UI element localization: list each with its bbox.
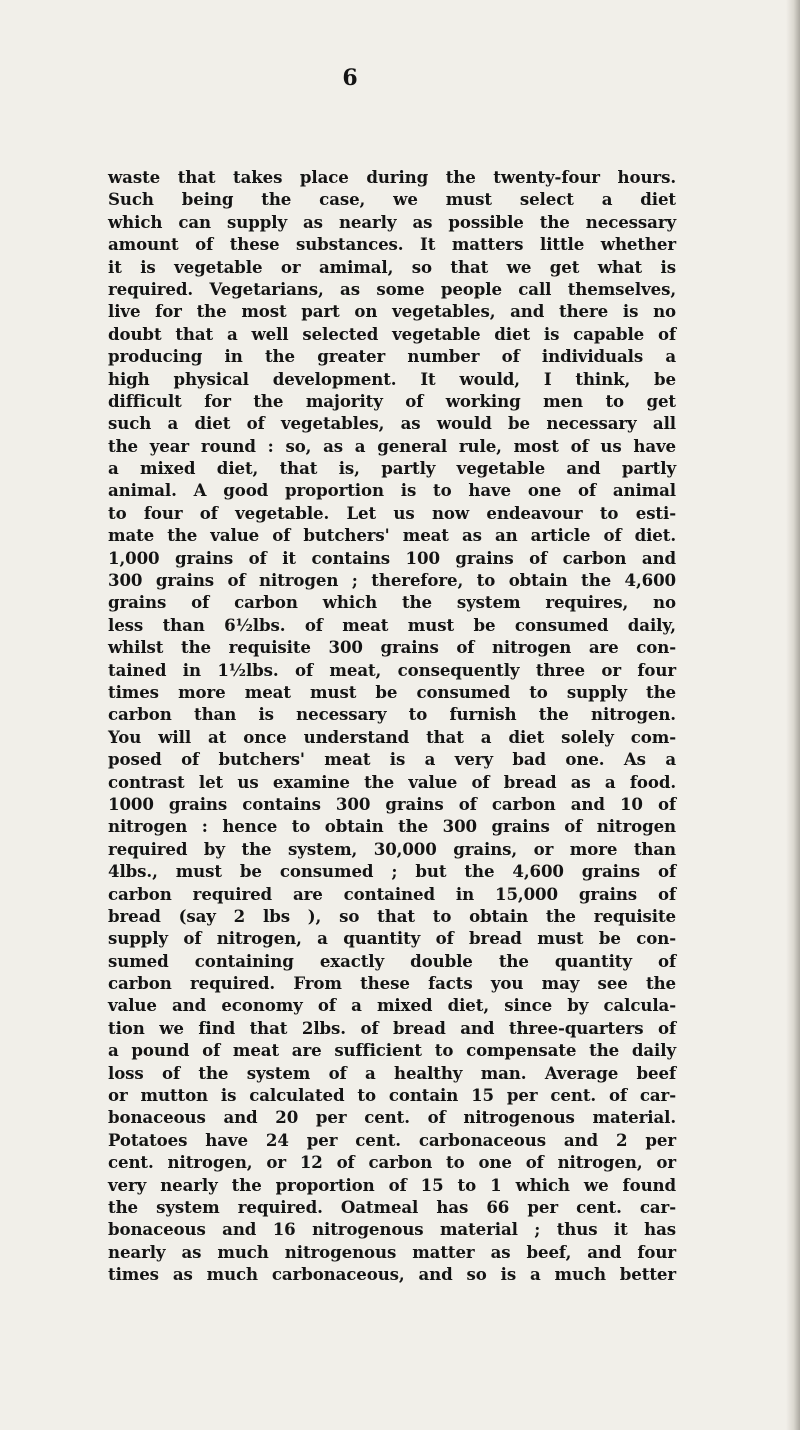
text-line: bonaceous and 16 nitrogenous material ; thus it has	[108, 1219, 676, 1240]
text-line: mate the value of butchers' meat as an article of diet.	[108, 525, 676, 546]
text-line: required. Vegetarians, as some people call themselves,	[108, 278, 676, 299]
text-line: times more meat must be consumed to supply the	[108, 681, 676, 702]
text-line: 1000 grains contains 300 grains of carbon and 10 of	[108, 793, 676, 814]
text-line: You will at once understand that a diet solely com-	[108, 726, 676, 747]
text-line: nearly as much nitrogenous matter as beef, and four	[108, 1241, 676, 1262]
text-line: animal. A good proportion is to have one of animal	[108, 480, 676, 501]
text-line: times as much carbonaceous, and so is a much better	[108, 1264, 676, 1285]
text-line: a pound of meat are sufficient to compensate the daily	[108, 1040, 676, 1061]
text-line: Potatoes have 24 per cent. carbonaceous and 2 per	[108, 1129, 676, 1150]
text-line: very nearly the proportion of 15 to 1 which we found	[108, 1174, 676, 1195]
body-text	[108, 166, 676, 1286]
text-line: grains of carbon which the system requires, no	[108, 592, 676, 613]
text-line: required by the system, 30,000 grains, or more than	[108, 838, 676, 859]
text-line: difficult for the majority of working men to get	[108, 390, 676, 411]
text-line: the year round : so, as a general rule, most of us have	[108, 435, 676, 456]
text-line: tained in 1½lbs. of meat, consequently three or four	[108, 659, 676, 680]
text-line: nitrogen : hence to obtain the 300 grains of nitrogen	[108, 816, 676, 837]
text-line: producing in the greater number of individuals a	[108, 346, 676, 367]
text-line: live for the most part on vegetables, and there is no	[108, 301, 676, 322]
page-binding-shadow	[786, 0, 800, 1430]
text-line: bread (say 2 lbs ), so that to obtain the requisite	[108, 905, 676, 926]
text-line: the system required. Oatmeal has 66 per cent. car-	[108, 1196, 676, 1217]
text-line: a mixed diet, that is, partly vegetable and partly	[108, 458, 676, 479]
text-line: loss of the system of a healthy man. Average beef	[108, 1062, 676, 1083]
text-line: carbon than is necessary to furnish the nitrogen.	[108, 704, 676, 725]
text-line: bonaceous and 20 per cent. of nitrogenous material.	[108, 1107, 676, 1128]
text-line: supply of nitrogen, a quantity of bread must be con-	[108, 928, 676, 949]
text-line: it is vegetable or amimal, so that we get what is	[108, 256, 676, 277]
text-line: contrast let us examine the value of bread as a food.	[108, 771, 676, 792]
text-line: Such being the case, we must select a diet	[108, 189, 676, 210]
text-line: whilst the requisite 300 grains of nitrogen are con-	[108, 637, 676, 658]
text-line: to four of vegetable. Let us now endeavour to esti-	[108, 502, 676, 523]
text-line: waste that takes place during the twenty-four hours.	[108, 167, 676, 187]
page-number: 6	[342, 65, 358, 91]
text-line: high physical development. It would, I think, be	[108, 368, 676, 389]
text-line: value and economy of a mixed diet, since by calcula-	[108, 995, 676, 1016]
text-line: carbon required. From these facts you may see the	[108, 973, 676, 994]
text-line: tion we find that 2lbs. of bread and three-quarters of	[108, 1017, 676, 1038]
text-line: 300 grains of nitrogen ; therefore, to obtain the 4,600	[108, 570, 676, 591]
text-line: which can supply as nearly as possible the necessary	[108, 211, 676, 232]
text-line: posed of butchers' meat is a very bad one. As a	[108, 749, 676, 770]
text-line: sumed containing exactly double the quantity of	[108, 950, 676, 971]
text-line: 1,000 grains of it contains 100 grains of carbon and	[108, 547, 676, 568]
text-line: amount of these substances. It matters little whether	[108, 234, 676, 255]
text-line: 4lbs., must be consumed ; but the 4,600 grains of	[108, 861, 676, 882]
text-line: less than 6½lbs. of meat must be consumed daily,	[108, 614, 676, 635]
text-line: doubt that a well selected vegetable diet is capable of	[108, 323, 676, 344]
text-line: cent. nitrogen, or 12 of carbon to one of nitrogen, or	[108, 1152, 676, 1173]
text-line: or mutton is calculated to contain 15 per cent. of car-	[108, 1085, 676, 1106]
text-line: carbon required are contained in 15,000 grains of	[108, 883, 676, 904]
text-line: such a diet of vegetables, as would be necessary all	[108, 413, 676, 434]
